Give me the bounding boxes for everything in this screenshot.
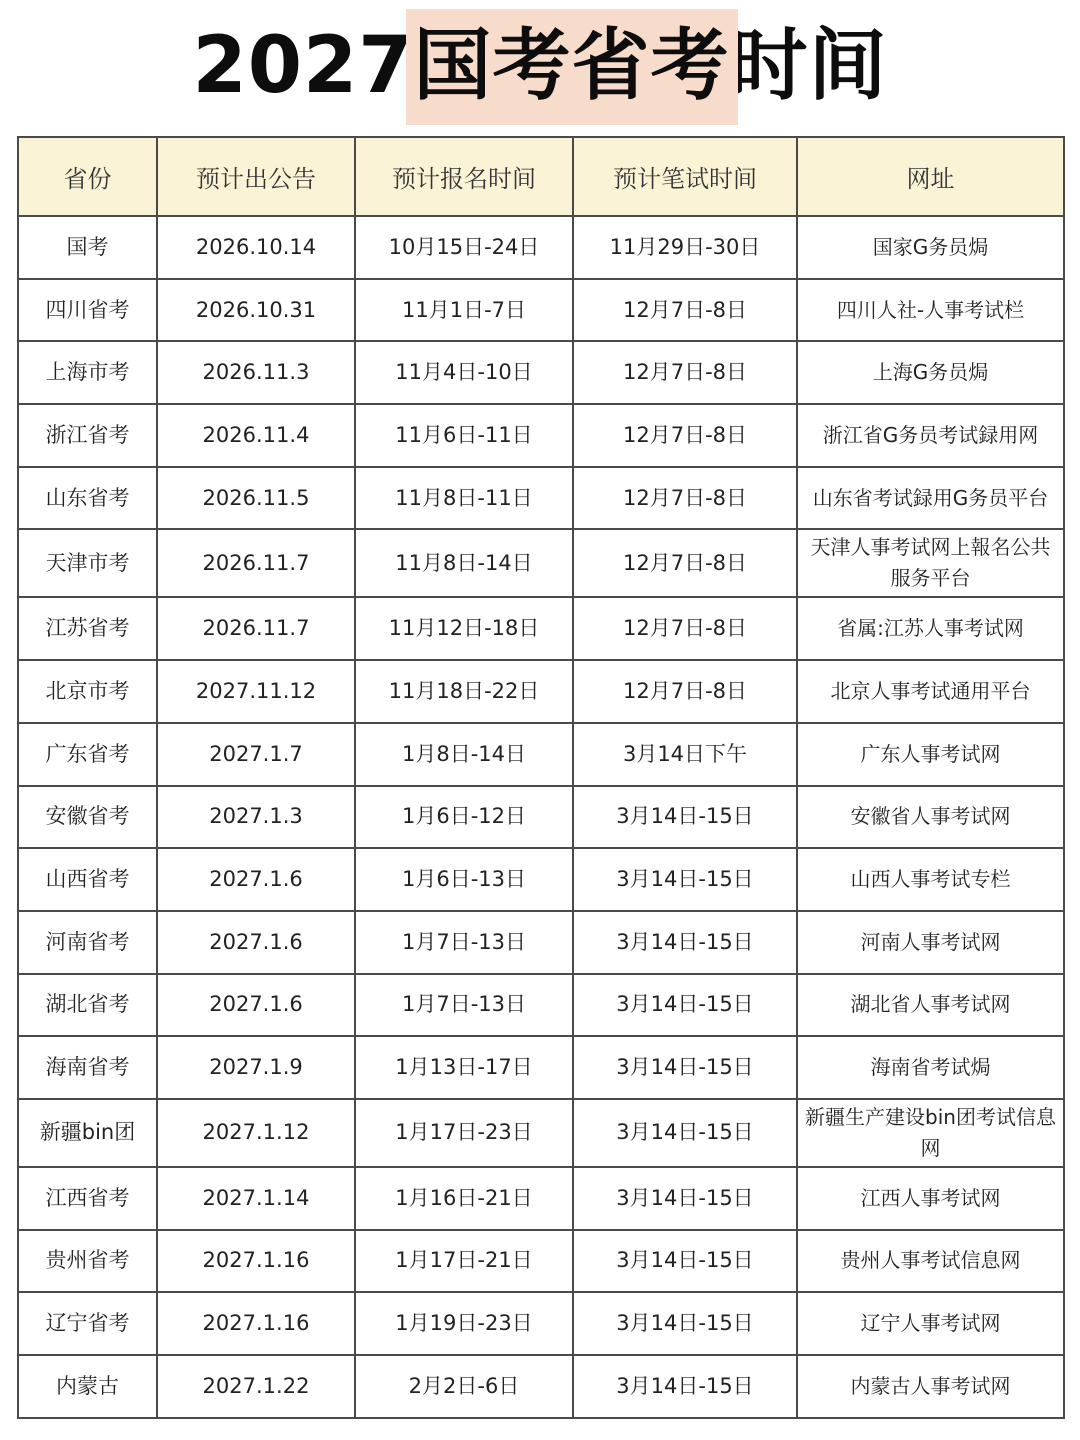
cell-register: 10月15日-24日 bbox=[355, 216, 573, 279]
cell-exam: 3月14日-15日 bbox=[573, 786, 797, 849]
cell-site: 山西人事考试专栏 bbox=[797, 848, 1064, 911]
cell-register: 1月13日-17日 bbox=[355, 1036, 573, 1099]
table-row bbox=[18, 723, 1064, 786]
cell-register: 1月7日-13日 bbox=[355, 974, 573, 1037]
cell-register: 1月6日-13日 bbox=[355, 848, 573, 911]
cell-register: 1月19日-23日 bbox=[355, 1292, 573, 1355]
cell-exam: 12月7日-8日 bbox=[573, 467, 797, 530]
cell-exam: 12月7日-8日 bbox=[573, 597, 797, 660]
cell-register: 1月8日-14日 bbox=[355, 723, 573, 786]
cell-site: 江西人事考试网 bbox=[797, 1167, 1064, 1230]
cell-register: 11月8日-14日 bbox=[355, 529, 573, 597]
table-row bbox=[18, 1292, 1064, 1355]
table-row bbox=[18, 529, 1064, 597]
cell-announce: 2026.10.31 bbox=[157, 279, 355, 342]
cell-province: 内蒙古 bbox=[18, 1355, 157, 1418]
header-exam: 预计笔试时间 bbox=[573, 137, 797, 216]
table-row bbox=[18, 786, 1064, 849]
header-site: 网址 bbox=[797, 137, 1064, 216]
cell-province: 新疆bin团 bbox=[18, 1099, 157, 1167]
cell-register: 1月17日-21日 bbox=[355, 1230, 573, 1293]
title-suffix: 时间 bbox=[729, 21, 888, 111]
cell-announce: 2027.1.12 bbox=[157, 1099, 355, 1167]
cell-site: 国家G务员焗 bbox=[797, 216, 1064, 279]
cell-exam: 3月14日-15日 bbox=[573, 1292, 797, 1355]
title-highlight: 国考省考 bbox=[413, 21, 730, 111]
cell-exam: 3月14日-15日 bbox=[573, 1230, 797, 1293]
header-province: 省份 bbox=[18, 137, 157, 216]
cell-site: 山东省考试録用G务员平台 bbox=[797, 467, 1064, 530]
cell-register: 11月6日-11日 bbox=[355, 404, 573, 467]
table-row bbox=[18, 1167, 1064, 1230]
cell-register: 1月17日-23日 bbox=[355, 1099, 573, 1167]
cell-register: 11月1日-7日 bbox=[355, 279, 573, 342]
cell-announce: 2026.11.7 bbox=[157, 529, 355, 597]
cell-announce: 2026.11.4 bbox=[157, 404, 355, 467]
cell-exam: 3月14日-15日 bbox=[573, 1355, 797, 1418]
cell-exam: 3月14日-15日 bbox=[573, 1036, 797, 1099]
cell-announce: 2027.1.6 bbox=[157, 848, 355, 911]
cell-announce: 2026.11.5 bbox=[157, 467, 355, 530]
cell-site: 上海G务员焗 bbox=[797, 341, 1064, 404]
cell-announce: 2027.11.12 bbox=[157, 660, 355, 723]
cell-announce: 2027.1.6 bbox=[157, 974, 355, 1037]
header-announce: 预计出公告 bbox=[157, 137, 355, 216]
cell-announce: 2027.1.9 bbox=[157, 1036, 355, 1099]
cell-exam: 3月14日下午 bbox=[573, 723, 797, 786]
cell-announce: 2027.1.22 bbox=[157, 1355, 355, 1418]
table-row bbox=[18, 1036, 1064, 1099]
cell-register: 11月4日-10日 bbox=[355, 341, 573, 404]
cell-province: 山西省考 bbox=[18, 848, 157, 911]
cell-province: 辽宁省考 bbox=[18, 1292, 157, 1355]
cell-exam: 12月7日-8日 bbox=[573, 529, 797, 597]
cell-announce: 2027.1.7 bbox=[157, 723, 355, 786]
header-row bbox=[18, 137, 1064, 216]
cell-exam: 12月7日-8日 bbox=[573, 404, 797, 467]
cell-register: 11月18日-22日 bbox=[355, 660, 573, 723]
cell-site: 四川人社-人事考试栏 bbox=[797, 279, 1064, 342]
cell-site: 安徽省人事考试网 bbox=[797, 786, 1064, 849]
cell-province: 江苏省考 bbox=[18, 597, 157, 660]
cell-province: 四川省考 bbox=[18, 279, 157, 342]
cell-province: 安徽省考 bbox=[18, 786, 157, 849]
cell-announce: 2027.1.6 bbox=[157, 911, 355, 974]
cell-announce: 2027.1.16 bbox=[157, 1230, 355, 1293]
cell-site: 贵州人事考试信息网 bbox=[797, 1230, 1064, 1293]
cell-site: 内蒙古人事考试网 bbox=[797, 1355, 1064, 1418]
cell-site: 浙江省G务员考试録用网 bbox=[797, 404, 1064, 467]
page-title bbox=[192, 21, 888, 111]
table-row bbox=[18, 467, 1064, 530]
table-header bbox=[18, 137, 1064, 216]
cell-exam: 12月7日-8日 bbox=[573, 279, 797, 342]
cell-exam: 3月14日-15日 bbox=[573, 1167, 797, 1230]
table-row bbox=[18, 1099, 1064, 1167]
table-row bbox=[18, 848, 1064, 911]
cell-register: 1月6日-12日 bbox=[355, 786, 573, 849]
table-row bbox=[18, 597, 1064, 660]
cell-exam: 3月14日-15日 bbox=[573, 974, 797, 1037]
cell-province: 海南省考 bbox=[18, 1036, 157, 1099]
cell-province: 贵州省考 bbox=[18, 1230, 157, 1293]
cell-site: 海南省考试焗 bbox=[797, 1036, 1064, 1099]
table-row bbox=[18, 404, 1064, 467]
cell-exam: 12月7日-8日 bbox=[573, 341, 797, 404]
cell-register: 11月8日-11日 bbox=[355, 467, 573, 530]
table-row bbox=[18, 911, 1064, 974]
cell-site: 北京人事考试通用平台 bbox=[797, 660, 1064, 723]
cell-site: 辽宁人事考试网 bbox=[797, 1292, 1064, 1355]
cell-announce: 2026.10.14 bbox=[157, 216, 355, 279]
cell-announce: 2027.1.3 bbox=[157, 786, 355, 849]
cell-announce: 2026.11.3 bbox=[157, 341, 355, 404]
table-body bbox=[18, 216, 1064, 1418]
cell-province: 河南省考 bbox=[18, 911, 157, 974]
cell-register: 1月16日-21日 bbox=[355, 1167, 573, 1230]
cell-province: 北京市考 bbox=[18, 660, 157, 723]
table-row bbox=[18, 660, 1064, 723]
cell-exam: 3月14日-15日 bbox=[573, 911, 797, 974]
header-register: 预计报名时间 bbox=[355, 137, 573, 216]
cell-site: 省属:江苏人事考试网 bbox=[797, 597, 1064, 660]
exam-schedule-table bbox=[17, 136, 1065, 1419]
table-row bbox=[18, 341, 1064, 404]
cell-province: 国考 bbox=[18, 216, 157, 279]
cell-province: 浙江省考 bbox=[18, 404, 157, 467]
cell-province: 上海市考 bbox=[18, 341, 157, 404]
cell-announce: 2027.1.16 bbox=[157, 1292, 355, 1355]
cell-register: 2月2日-6日 bbox=[355, 1355, 573, 1418]
cell-exam: 3月14日-15日 bbox=[573, 848, 797, 911]
cell-site: 天津人事考试网上報名公共服务平台 bbox=[797, 529, 1064, 597]
table-row bbox=[18, 216, 1064, 279]
table-row bbox=[18, 279, 1064, 342]
cell-province: 山东省考 bbox=[18, 467, 157, 530]
cell-province: 湖北省考 bbox=[18, 974, 157, 1037]
cell-province: 江西省考 bbox=[18, 1167, 157, 1230]
table-row bbox=[18, 974, 1064, 1037]
cell-province: 天津市考 bbox=[18, 529, 157, 597]
cell-announce: 2026.11.7 bbox=[157, 597, 355, 660]
cell-register: 11月12日-18日 bbox=[355, 597, 573, 660]
cell-site: 湖北省人事考试网 bbox=[797, 974, 1064, 1037]
table-row bbox=[18, 1230, 1064, 1293]
cell-announce: 2027.1.14 bbox=[157, 1167, 355, 1230]
cell-site: 河南人事考试网 bbox=[797, 911, 1064, 974]
cell-exam: 11月29日-30日 bbox=[573, 216, 797, 279]
cell-register: 1月7日-13日 bbox=[355, 911, 573, 974]
cell-exam: 3月14日-15日 bbox=[573, 1099, 797, 1167]
cell-site: 广东人事考试网 bbox=[797, 723, 1064, 786]
cell-exam: 12月7日-8日 bbox=[573, 660, 797, 723]
cell-province: 广东省考 bbox=[18, 723, 157, 786]
title-area bbox=[0, 0, 1080, 132]
title-year: 2027 bbox=[192, 21, 414, 111]
cell-site: 新疆生产建设bin团考试信息网 bbox=[797, 1099, 1064, 1167]
table-row bbox=[18, 1355, 1064, 1418]
